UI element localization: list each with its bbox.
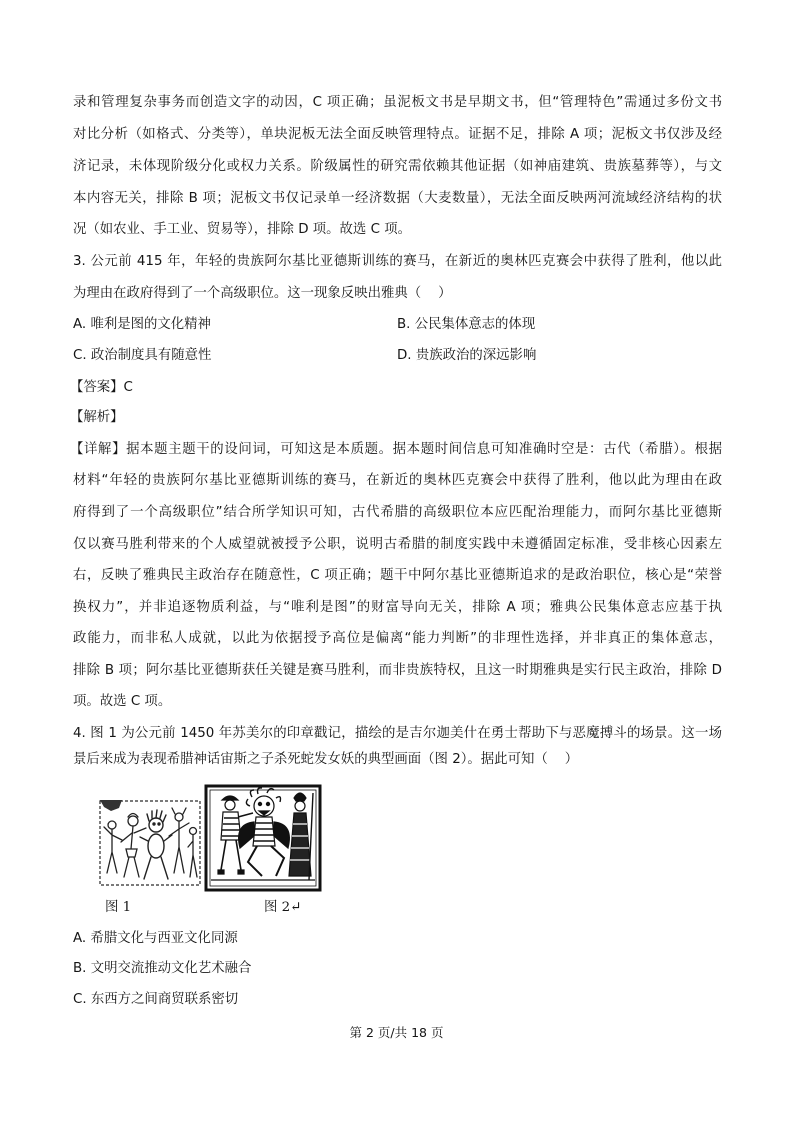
- figure-2-greek-vase-painting: [204, 784, 322, 892]
- question-4-stem: 景后来成为表现希腊神话宙斯之子杀死蛇发女妖的典型画面（图 2）。据此可知（ ）: [73, 752, 579, 767]
- continuation-line: 录和管理复杂事务而创造文字的动因，C 项正确；虽泥板文书是早期文书，但“管理特色”需通过多份文书: [73, 95, 722, 110]
- figure-1-caption: 图 1: [105, 900, 132, 915]
- continuation-line: 对比分析（如格式、分类等），单块泥板无法全面反映管理特点。证据不足，排除 A 项；泥板文书仅涉及经: [73, 127, 722, 142]
- question-3-stem: 3. 公元前 415 年，年轻的贵族阿尔基比亚德斯训练的赛马，在新近的奥林匹克赛会中获得了胜利，他以此: [73, 254, 722, 269]
- question-3-detail-line: 仅以赛马胜利带来的个人威望就被授予公职，说明古希腊的制度实践中未遵循固定标准，受非核心因素左: [73, 537, 722, 552]
- question-4-option-b: B. 文明交流推动文化艺术融合: [73, 961, 252, 976]
- question-4-option-a: A. 希腊文化与西亚文化同源: [73, 931, 238, 946]
- question-3-detail-line: 项。故选 C 项。: [73, 694, 172, 709]
- question-3-option-d: D. 贵族政治的深远影响: [397, 348, 537, 363]
- question-3-analysis-heading: 【解析】: [70, 410, 124, 425]
- seal-dashed-border: [100, 801, 200, 885]
- page-number-footer: 第 2 页/共 18 页: [349, 1025, 444, 1040]
- question-3-option-c: C. 政治制度具有随意性: [73, 348, 212, 363]
- continuation-line: 济记录，未体现阶级分化或权力关系。阶级属性的研究需依赖其他证据（如神庙建筑、贵族墓葬等），与文: [73, 159, 722, 174]
- hero-figure-left: [104, 821, 122, 873]
- demon-figure: [140, 810, 172, 879]
- helper-figure-right: [169, 808, 189, 873]
- continuation-line: 本内容无关，排除 B 项；泥板文书仅记录单一经济数据（大麦数量），无法全面反映两河流域经济结构的状: [73, 191, 722, 206]
- figure-2-caption: 图 2↵: [264, 900, 302, 915]
- question-3-answer: 【答案】C: [70, 380, 133, 395]
- question-3-option-a: A. 唯利是图的文化精神: [73, 317, 211, 332]
- question-3-detail-line: 府得到了一个高级职位”结合所学知识可知，古代希腊的高级职位本应匹配治理能力，而阿尔基比亚德斯: [73, 505, 722, 520]
- question-3-detail-line: 换权力”，并非追逐物质利益，与“唯利是图”的财富导向无关，排除 A 项；雅典公民集体意志应基于执: [73, 600, 722, 615]
- figure-1-seal-impression: [98, 797, 204, 889]
- attendant-figure: [188, 828, 197, 878]
- question-3-detail-line: 政能力，而非私人成就，以此为依据授予高位是偏离“能力判断”的非理性选择，并非真正的集体意志，: [73, 631, 722, 646]
- question-3-detail-line: 【详解】据本题主题干的设问词，可知这是本质题。据本题时间信息可知准确时空是：古代（希腊）。根据: [70, 442, 722, 457]
- warrior-figure: [121, 814, 146, 878]
- question-4-stem: 4. 图 1 为公元前 1450 年苏美尔的印章戳记，描绘的是吉尔迦美什在勇士帮助下与恶魔搏斗的场景。这一场: [73, 726, 722, 741]
- question-3-detail-line: 排除 B 项；阿尔基比亚德斯获任关键是赛马胜利，而非贵族特权，且这一时期雅典是实行民主政治，排除 D: [73, 663, 722, 678]
- question-3-option-b: B. 公民集体意志的体现: [397, 317, 536, 332]
- question-4-option-c: C. 东西方之间商贸联系密切: [73, 992, 239, 1007]
- question-3-detail-line: 右，反映了雅典民主政治存在随意性，C 项正确；题干中阿尔基比亚德斯追求的是政治职位，核心是“荣誉: [73, 568, 722, 583]
- continuation-line: 况（如农业、手工业、贸易等），排除 D 项。故选 C 项。: [73, 222, 411, 237]
- seal-top-mark: [100, 800, 122, 811]
- question-3-detail-line: 材料“年轻的贵族阿尔基比亚德斯训练的赛马，在新近的奥林匹克赛会中获得了胜利，他以此为理由在政: [73, 473, 722, 488]
- question-3-stem: 为理由在政府得到了一个高级职位。这一现象反映出雅典（ ）: [73, 286, 452, 301]
